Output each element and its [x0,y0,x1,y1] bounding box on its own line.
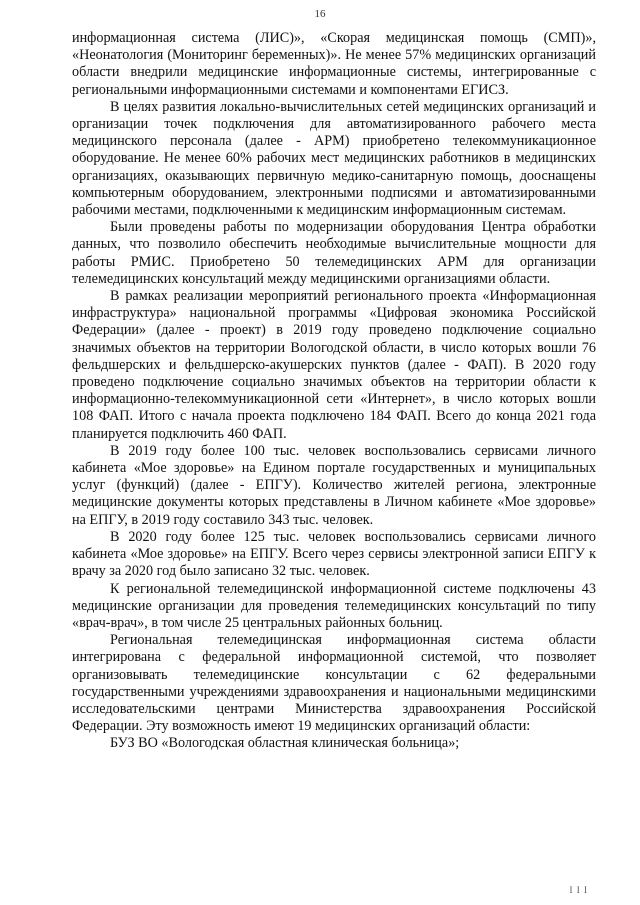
paragraph-7: К региональной телемедицинской информационной системе подключены 43 медицинские организации для проведения телемедицинских консультаций по типу «врач-врач», в том числе 25 центральных районных больниц. [72,580,596,631]
paragraph-5: В 2019 году более 100 тыс. человек воспользовались сервисами личного кабинета «Мое здоровье» на Едином портале государственных и муниципальных услуг (функций) (далее - ЕПГУ). Количество жителей региона, электронные медицинские документы которых представлены в Личном кабинете «Мое здоровье» на ЕПГУ, в 2019 году составило 343 тыс. человек. [72,442,596,528]
paragraph-6: В 2020 году более 125 тыс. человек воспользовались сервисами личного кабинета «Мое здоровье» на ЕПГУ. Всего через сервисы электронной записи ЕПГУ к врачу за 2020 год было записано 32 тыс. человек. [72,528,596,580]
paragraph-4: В рамках реализации мероприятий регионального проекта «Информационная инфраструктура» национальной программы «Цифровая экономика Российской Федерации» (далее - проект) в 2019 году проведено подключение социально значимых объектов на территории Вологодской области, в число которых вошли 76 фельдшерских и фельдшерско-акушерских пунктов (далее - ФАП). В 2020 году проведено подключение социально значимых объектов на территории области к информационно-телекоммуникационной сети «Интернет», в число которых вошли 108 ФАП. Итого с начала проекта подключено 184 ФАП. Всего до конца 2021 года планируется подключить 460 ФАП. [72,288,596,442]
paragraph-9: БУЗ ВО «Вологодская областная клиническая больница»; [110,735,460,752]
paragraph-3: Были проведены работы по модернизации оборудования Центра обработки данных, что позволило обеспечить необходимые вычислительные мощности для работы РМИС. Приобретено 50 телемедицинских АРМ для организации телемедицинских консультаций между медицинскими организациями области. [72,219,596,287]
paragraph-2: В целях развития локально-вычислительных сетей медицинских организаций и организации точек подключения для автоматизированного рабочего места медицинского персонала (далее - АРМ) приобретено телекоммуникационное оборудование. Не менее 60% рабочих мест медицинских работников в медицинских организациях, оказывающих первичную медико-санитарную помощь, дооснащены компьютерным оборудованием, электронными подписями и автоматизированными рабочими местами, подключенными к медицинским информационным системам. [72,98,596,219]
page-number: 16 [314,8,326,20]
paragraph-8: Региональная телемедицинская информационная система области интегрирована с федеральной информационной системой, что позволяет организовывать телемедицинские консультации с 62 федеральными государственными учреждениями здравоохранения и национальными медицинскими исследовательскими центрами Министерства здравоохранения Российской Федерации. Эту возможность имеют 19 медицинских организаций области: [72,632,596,735]
paragraph-1: информационная система (ЛИС)», «Скорая медицинская помощь (СМП)», «Неонатология (Мониторинг беременных)». Не менее 57% медицинских организаций области внедрили медицинские информационные системы, интегрированные с региональными информационными системами и компонентами ЕГИСЗ. [72,30,596,98]
document-body [72,30,596,753]
footer-mark: I I I [569,885,588,895]
